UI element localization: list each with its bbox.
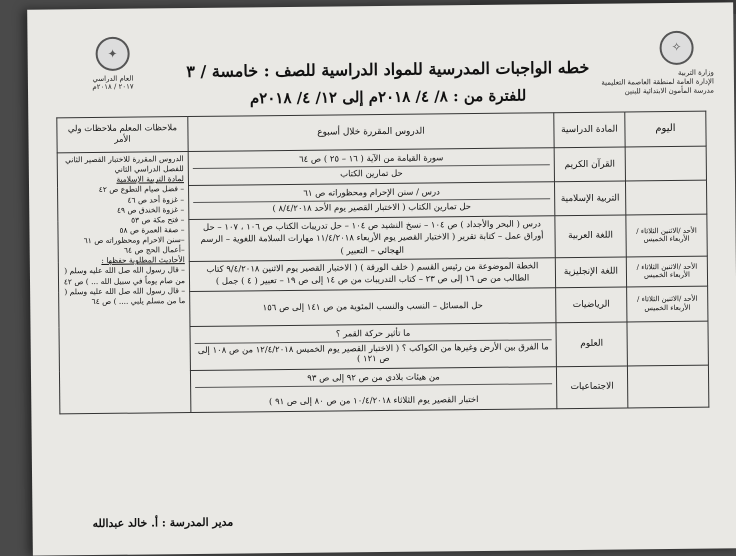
subject-cell: اللغة العربية xyxy=(555,215,626,258)
note-line: لمادة التربية الإسلامية xyxy=(116,174,184,185)
subject-cell: العلوم xyxy=(556,322,627,367)
document-sheet xyxy=(27,2,736,555)
note-line: – فتح مكة ص ٥٣ xyxy=(131,214,185,225)
lessons-cell xyxy=(190,366,556,412)
ministry-name: وزارة التربية xyxy=(677,68,714,77)
note-line: – قال رسول الله صل الله عليه وسلم ( ما من مسلم يلبي .... ) ص ٦٤ xyxy=(64,285,186,306)
school-emblem-icon: ✦ xyxy=(95,37,129,71)
day-cell: الأحد /الاثنين الثلاثاء /الأربعاء الخميس xyxy=(626,214,707,257)
note-line: – قال رسول الله صل الله عليه وسلم ( من صام يوماً في سبيل الله ... ) ص ٤٢ xyxy=(63,265,186,286)
note-line: –سنن الاحرام ومحظوراته ص ٦١ xyxy=(83,235,185,246)
note-line: الدروس المقررة للاختبار القصير الثاني للفصل الدراسي الثاني xyxy=(65,154,184,174)
lesson-line: ما الفرق بين الأرض وغيرها من الكواكب ؟ ( الاختبار القصير يوم الخميس ١٢/٤/٢٠١٨ من ص ١٠٨ إلى ص ١٢١ ) xyxy=(197,341,549,364)
lessons-cell xyxy=(190,322,556,370)
day-cell xyxy=(625,180,706,215)
day-cell: الأحد /الاثنين الثلاثاء /الأربعاء الخميس xyxy=(627,286,708,322)
note-line: الأحاديث المطلوبة حفظها : xyxy=(101,255,185,266)
district-name: الإدارة العامة لمنطقة العاصمة التعليمية xyxy=(601,77,714,87)
note-line: –أعمال الحج ص ٦٤ xyxy=(123,245,185,255)
lesson-line: حل تمارين الكتاب ( الاختبار القصير يوم الأحد ٨/٤/٢٠١٨ ) xyxy=(272,202,472,215)
note-line: – صفة العمرة ص ٥٨ xyxy=(119,224,185,235)
homework-table xyxy=(56,111,709,414)
note-line: – فضل صيام التطوع ص ٤٢ xyxy=(98,184,185,195)
lesson-line: درس / سنن الإحرام ومحظوراته ص ٦١ xyxy=(193,184,550,203)
lesson-line: اختبار القصير يوم الثلاثاء ١٠/٤/٢٠١٨ من ص ٨٠ إلى ص ٩١ ) xyxy=(268,394,479,407)
subject-cell: القرآن الكريم xyxy=(554,147,625,182)
lesson-line: حل تمارين الكتاب xyxy=(339,168,403,180)
col-lessons: الدروس المقررة خلال أسبوع xyxy=(188,113,554,152)
subject-cell: الاجتماعيات xyxy=(556,366,627,409)
col-day: اليوم xyxy=(625,111,706,147)
subject-cell: الرياضيات xyxy=(556,287,627,323)
year-label: العام الدراسي xyxy=(92,74,134,84)
day-cell xyxy=(627,321,708,366)
subject-cell: اللغة الإنجليزية xyxy=(555,257,626,287)
notes-cell xyxy=(57,152,191,414)
day-cell xyxy=(625,146,706,181)
note-line: – غزوة الخندق ص ٤٩ xyxy=(116,204,185,215)
period-title: للفترة من : ٨/ ٤/ ٢٠١٨م إلى ١٢/ ٤/ ٢٠١٨م xyxy=(249,86,527,108)
school-name: مدرسة المأمون الابتدائية للبنين xyxy=(624,86,715,96)
lesson-line: من هيئات بلادي من ص ٩٢ إلى ص ٩٣ xyxy=(195,369,552,388)
principal-signature: مدير المدرسة : أ. خالد عبدالله xyxy=(92,515,234,531)
ministry-emblem-icon: ✧ xyxy=(659,31,693,65)
plan-title: خطه الواجبات المدرسية للمواد الدراسية للصف : خامسة / ٣ xyxy=(186,57,590,82)
year-value: ٢٠١٧ / ٢٠١٨م xyxy=(92,82,134,92)
day-cell: الأحد /الاثنين الثلاثاء /الأربعاء الخميس xyxy=(626,256,707,286)
header-left xyxy=(47,36,178,91)
lessons-cell xyxy=(189,182,555,220)
subject-cell: التربية الإسلامية xyxy=(554,181,625,216)
lessons-cell: الخطة الموضوعة من رئيس القسم ( خلف الورقة ) ( الاختبار القصير يوم الاثنين ٩/٤/٢٠١٨ كتاب الطالب من ص ١٦ إلى ص ٢٣ – كتاب التدريبات من ص ١٤ إلى ص ١٩ – تعبير ( ٤ ) جمل ) xyxy=(189,258,555,291)
lesson-line: ما تأثير حركة القمر ؟ xyxy=(195,325,552,344)
col-notes: ملاحظات المعلم ملاحظات ولي الأمر xyxy=(57,117,188,153)
col-subject: المادة الدراسية xyxy=(554,112,625,148)
lessons-cell: حل المسائل – النسب والنسب المئوية من ص ١٤١ إلى ص ١٥٦ xyxy=(190,287,556,326)
day-cell xyxy=(627,365,708,408)
note-line: – غزوة أحد ص ٤٦ xyxy=(127,194,185,205)
lessons-cell: درس ( البحر والأجداد ) ص ١٠٤ – نسخ النشيد ص ١٠٤ – حل تدريبات الكتاب ص ١٠٦ ، ١٠٧ – حل أوراق عمل – كتابة تقرير ( الاختبار القصير يوم الأربعاء ١١/٤/٢٠١٨ مهارات السلامة اللغوية – الرسم الهجائي – التعبير ) xyxy=(189,216,555,262)
lessons-cell xyxy=(188,148,554,186)
lesson-line: سورة القيامة من الآية ( ١٦ – ٢٥ ) ص ٦٤ xyxy=(193,150,550,169)
